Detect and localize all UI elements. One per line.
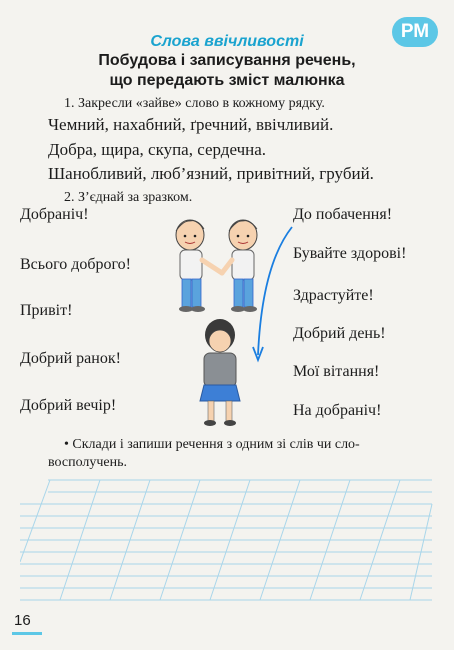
greeting-right-2: Бувайте здорові! [293,245,407,262]
girl-figure [200,319,240,426]
handwriting-lines[interactable] [20,470,436,610]
task3-prompt-line-2: восполучень. [48,455,128,470]
example-connector-line [258,227,292,355]
boy-left-figure [176,220,222,312]
task1-row-3: Шанобливий, люб’язний, привітний, грубий. [48,164,374,183]
greeting-right-4: Добрий день! [293,325,386,342]
greeting-left-3: Привіт! [20,302,73,319]
page-number: 16 [14,612,31,629]
task1-row-2: Добра, щира, скупа, сердечна. [48,140,267,159]
lesson-title-line-1: Побудова і записування речень, [98,52,356,69]
task3-prompt-line-1: • Склади і запиши речення з одним зі слів чи сло- [64,437,360,452]
greeting-right-5: Мої вітання! [293,363,380,380]
greeting-left-1: Добраніч! [20,206,89,223]
lesson-title-line-2: що передають зміст малюнка [109,72,345,89]
section-title: Слова ввічливості [150,33,304,50]
page-number-underline [12,632,42,635]
task1-instruction: 1. Закресли «зайве» слово в кожному рядку. [64,96,325,111]
greeting-left-4: Добрий ранок! [20,350,121,367]
greeting-right-3: Здрастуйте! [293,287,374,304]
children-illustration [160,205,300,435]
greeting-left-2: Всього доброго! [20,256,132,273]
boy-right-figure [222,220,257,312]
rm-badge: РМ [392,17,438,47]
task2-instruction: 2. З’єднай за зразком. [64,190,193,205]
greeting-left-5: Добрий вечір! [20,397,117,414]
greeting-right-6: На добраніч! [293,402,382,419]
task1-row-1: Чемний, нахабний, ґречний, ввічливий. [48,115,334,134]
greeting-right-1: До побачення! [293,206,393,223]
